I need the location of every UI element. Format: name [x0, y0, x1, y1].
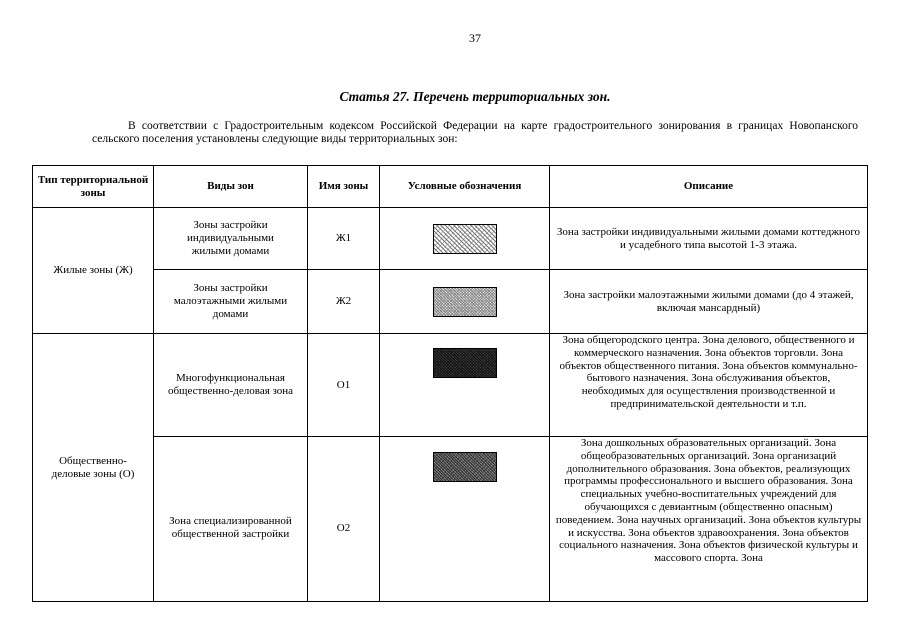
- zone-description-cell: [550, 334, 868, 437]
- table-row: [33, 437, 868, 602]
- zone-description-text: Зона общегородского центра. Зона делового, общественного и коммерческого назначения. Зона объектов торговли. Зона объектов общественного питания. Зона объектов коммунально-бытового назначения. Зона обслуживания объектов, необходимых для осуществления производственной и предпринимательской деятельности и т.п.: [559, 334, 858, 410]
- legend-swatch: [433, 287, 497, 317]
- table-header-row: [33, 166, 868, 208]
- header-type: Тип территориальной зоны: [33, 166, 154, 208]
- zone-description-cell: Зона застройки малоэтажными жилыми домами (до 4 этажей, включая мансардный): [550, 270, 868, 334]
- zone-kind-cell: Зоны застройки малоэтажными жилыми домами: [154, 270, 308, 334]
- table-row: [33, 270, 868, 334]
- legend-cell: [380, 437, 550, 602]
- legend-swatch: [433, 452, 497, 482]
- legend-swatch: [433, 348, 497, 378]
- zone-description-cell: [550, 437, 868, 602]
- zone-name-cell: Ж1: [308, 208, 380, 270]
- legend-swatch: [433, 224, 497, 254]
- zone-kind-cell: Зоны застройки индивидуальными жилыми домами: [154, 208, 308, 270]
- header-description: Описание: [550, 166, 868, 208]
- zone-name-cell: О2: [308, 437, 380, 602]
- zones-table: [32, 165, 868, 602]
- zone-name-cell: О1: [308, 334, 380, 437]
- zone-kind-cell: Зона специализированной общественной застройки: [154, 437, 308, 602]
- legend-cell: [380, 270, 550, 334]
- header-name: Имя зоны: [308, 166, 380, 208]
- table-row: [33, 334, 868, 437]
- intro-paragraph: В соответствии с Градостроительным кодексом Российской Федерации на карте градостроительного зонирования в границах Новопанского сельского поселения установлены следующие виды территориальных зон:: [92, 120, 858, 145]
- header-legend: Условные обозначения: [380, 166, 550, 208]
- page-number: 37: [469, 31, 481, 45]
- table-row: [33, 208, 868, 270]
- article-title: Статья 27. Перечень территориальных зон.: [339, 89, 611, 104]
- legend-cell: [380, 208, 550, 270]
- zone-description-cell: Зона застройки индивидуальными жилыми домами коттеджного и усадебного типа высотой 1-3 этажа.: [550, 208, 868, 270]
- zone-description-text: Зона дошкольных образовательных организаций. Зона общеобразовательных организаций. Зона организаций дополнительного образования. Зона объектов, реализующих программы профессионального и высшего образования. Зона специальных учебно-воспитательных учреждений для обучающихся с девиантным (общественно опасным) поведением. Зона научных организаций. Зона объектов культуры и искусства. Зона объектов здравоохранения. Зона объектов социального назначения. Зона объектов физической культуры и массового спорта. Зона: [555, 437, 862, 565]
- zone-name-cell: Ж2: [308, 270, 380, 334]
- legend-cell: [380, 334, 550, 437]
- zone-kind-cell: Многофункциональная общественно-деловая зона: [154, 334, 308, 437]
- zone-type-cell: Жилые зоны (Ж): [33, 208, 154, 334]
- header-kinds: Виды зон: [154, 166, 308, 208]
- zone-type-cell: Общественно-деловые зоны (О): [33, 334, 154, 602]
